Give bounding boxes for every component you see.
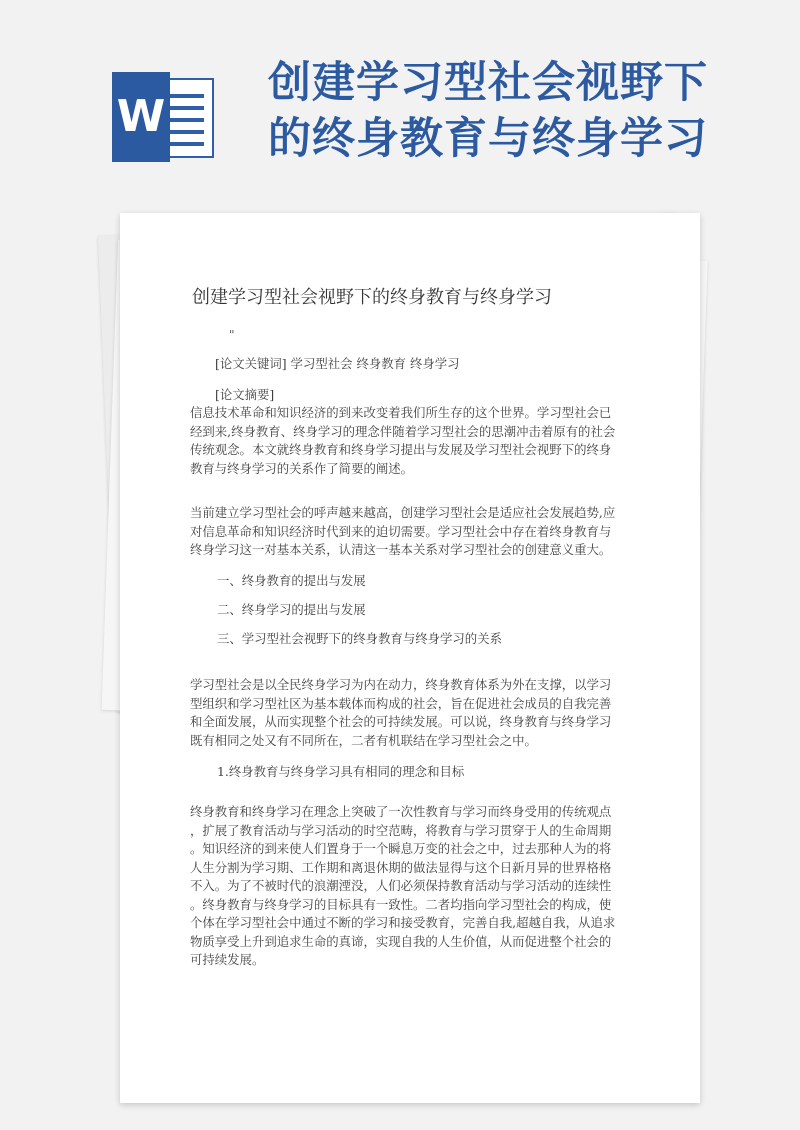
body-line: 。终身教育与终身学习的目标具有一致性。二者均指向学习型社会的构成，使	[190, 896, 612, 912]
section3-line: 型组织和学习型社区为基本载体而构成的社会，旨在促进社会成员的自我完善	[190, 695, 612, 711]
body-line: ，扩展了教育活动与学习活动的时空范畴，将教育与学习贯穿于人的生命周期	[190, 822, 612, 838]
body-line: 个体在学习型社会中通过不断的学习和接受教育，完善自我,超越自我，从追求	[190, 915, 616, 930]
abstract-line: 传统观念。本文就终身教育和终身学习提出与发展及学习型社会视野下的终身	[190, 442, 612, 457]
banner	[0, 0, 800, 200]
abstract-paragraph	[190, 404, 630, 478]
section3-paragraph	[190, 676, 630, 750]
intro-line: 当前建立学习型社会的呼声越来越高，创建学习型社会是适应社会发展趋势,应	[190, 505, 616, 520]
document-title: 创建学习型社会视野下的终身教育与终身学习	[192, 287, 552, 308]
section3-line: 和全面发展，从而实现整个社会的可持续发展。可以说，终身教育与终身学习	[190, 714, 612, 729]
outline-item-2: 二、终身学习的提出与发展	[217, 602, 366, 617]
body-line: 人生分割为学习期、工作期和离退休期的做法显得与这个日新月异的世界格格	[190, 859, 612, 875]
intro-paragraph	[190, 504, 630, 560]
abstract-line: 教育与终身学习的关系作了简要的阐述。	[190, 460, 414, 476]
abstract-line: 经到来,终身教育、终身学习的理念伴随着学习型社会的思潮冲击着原有的社会	[190, 423, 616, 439]
intro-line: 对信息革命和知识经济时代到来的迫切需要。学习型社会中存在着终身教育与	[190, 523, 612, 539]
banner-title-line-1: 创建学习型社会视野下	[268, 58, 708, 108]
keywords-line: [论文关键词] 学习型社会 终身教育 终身学习	[215, 356, 460, 371]
word-document-icon	[112, 72, 214, 162]
section3-line: 既有相同之处又有不同所在，二者有机联结在学习型社会之中。	[190, 732, 537, 748]
body-line: 物质享受上升到追求生命的真谛，实现自我的人生价值，从而促进整个社会的	[190, 933, 612, 949]
outline-item-3: 三、学习型社会视野下的终身教育与终身学习的关系	[217, 631, 502, 646]
body-paragraph	[190, 803, 630, 970]
intro-line: 终身学习这一对基本关系，认清这一基本关系对学习型社会的创建意义重大。	[190, 542, 612, 557]
body-line: 终身教育和终身学习在理念上突破了一次性教育与学习而终身受用的传统观点	[190, 804, 612, 819]
abstract-label: [论文摘要]	[215, 387, 275, 402]
section3-line: 学习型社会是以全民终身学习为内在动力，终身教育体系为外在支撑，以学习	[190, 677, 612, 692]
document-page	[120, 213, 700, 1103]
word-logo-letter: W	[112, 72, 170, 162]
banner-title-line-2: 的终身教育与终身学习	[268, 114, 708, 164]
body-line: 。知识经济的到来使人们置身于一个瞬息万变的社会之中，过去那种人为的将	[190, 841, 612, 856]
subheading-1: 1.终身教育与终身学习具有相同的理念和目标	[217, 764, 465, 779]
quote-mark: "	[229, 328, 235, 342]
body-line: 不入。为了不被时代的浪潮湮没，人们必须保持教育活动与学习活动的连续性	[190, 878, 612, 893]
banner-title	[268, 55, 788, 167]
outline-item-1: 一、终身教育的提出与发展	[217, 573, 366, 588]
abstract-line: 信息技术革命和知识经济的到来改变着我们所生存的这个世界。学习型社会已	[190, 405, 612, 420]
body-line: 可持续发展。	[190, 952, 265, 967]
